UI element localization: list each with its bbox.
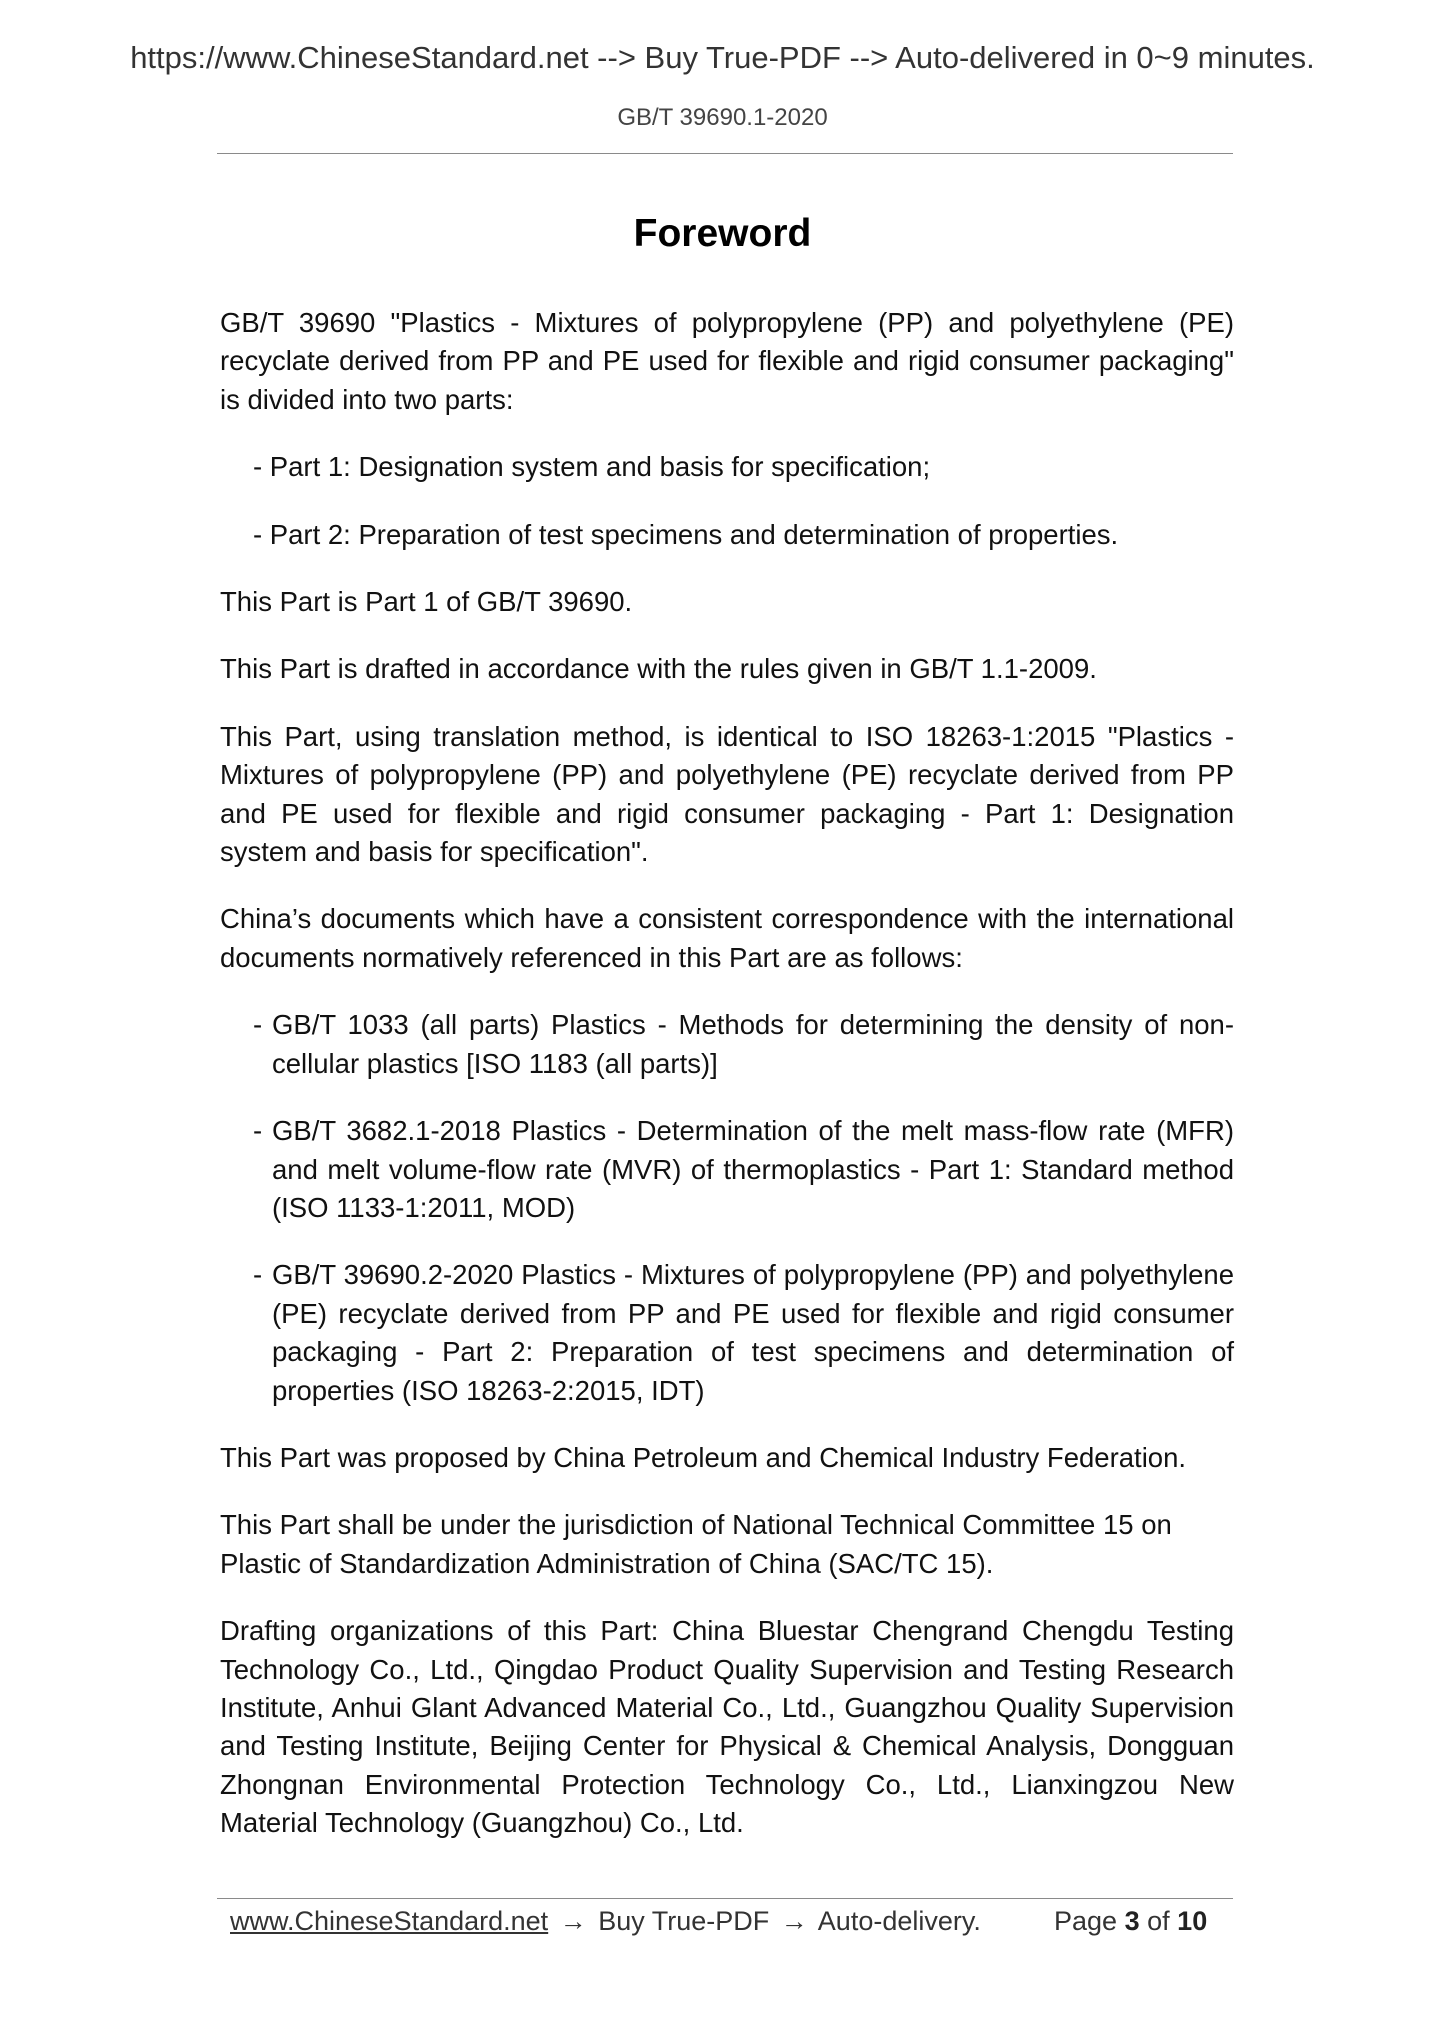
of-label: of — [1147, 1906, 1170, 1936]
reference-item-gbt-1033 — [220, 1006, 1234, 1083]
header-divider — [217, 153, 1233, 154]
footer-delivery-text: Auto-delivery. — [817, 1906, 981, 1936]
document-code: GB/T 39690.1-2020 — [617, 104, 828, 131]
arrow-right-icon: → — [559, 1906, 587, 1936]
page-indicator — [1054, 1906, 1207, 1937]
correspondence-paragraph: China’s documents which have a consistent correspondence with the international documents normatively referenced in this Part are as follows: — [220, 903, 1234, 973]
intro-paragraph: GB/T 39690 "Plastics - Mixtures of polypropylene (PP) and polyethylene (PE) recyclate derived from PP and PE used for flexible and rigid consumer packaging" is divided into two parts: — [220, 307, 1234, 415]
page-title: Foreword — [633, 212, 812, 255]
translation-paragraph: This Part, using translation method, is identical to ISO 18263-1:2015 "Plastics - Mixtures of polypropylene (PP) and polyethylene (PE) recyclate derived from PP and PE used for flexible and rigid consumer packaging - Part 1: Designation system and basis for specification". — [220, 720, 1234, 868]
footer-buy-text: Buy True-PDF — [598, 1906, 770, 1936]
list-item-part-1: - Part 1: Designation system and basis for specification; — [253, 451, 931, 483]
proposer-paragraph: This Part was proposed by China Petroleum and Chemical Industry Federation. — [220, 1441, 1187, 1473]
footer-divider — [217, 1898, 1233, 1899]
reference-text: GB/T 1033 (all parts) Plastics - Methods for determining the density of non-cellular plastics [ISO 1183 (all parts)] — [272, 1009, 1234, 1079]
document-body — [220, 304, 1234, 1872]
list-item-part-2: - Part 2: Preparation of test specimens and determination of properties. — [253, 518, 1119, 550]
list-dash: - — [253, 1009, 263, 1041]
list-dash: - — [253, 1115, 263, 1147]
footer-site-link[interactable]: www.ChineseStandard.net — [230, 1906, 549, 1936]
page-total: 10 — [1177, 1906, 1208, 1936]
page-number: 3 — [1124, 1906, 1140, 1936]
drafting-rules-paragraph: This Part is drafted in accordance with the rules given in GB/T 1.1-2009. — [220, 653, 1097, 685]
reference-text: GB/T 39690.2-2020 Plastics - Mixtures of polypropylene (PP) and polyethylene (PE) recyclate derived from PP and PE used for flexible and rigid consumer packaging - Part 2: Preparation of test specimens and determination of properties (ISO 18263-2:2015, IDT) — [272, 1259, 1234, 1406]
arrow-right-icon: → — [780, 1906, 808, 1936]
reference-item-gbt-39690-2 — [220, 1256, 1234, 1410]
reference-text: GB/T 3682.1-2018 Plastics - Determination of the melt mass-flow rate (MFR) and melt volume-flow rate (MVR) of thermoplastics - Part 1: Standard method (ISO 1133-1:2011, MOD) — [272, 1115, 1234, 1223]
list-dash: - — [253, 1259, 263, 1291]
part-statement: This Part is Part 1 of GB/T 39690. — [220, 586, 633, 618]
jurisdiction-paragraph: This Part shall be under the jurisdiction of National Technical Committee 15 on Plastic of Standardization Administration of China (SAC/TC 15). — [220, 1509, 1172, 1579]
footer-links — [230, 1906, 981, 1937]
reference-item-gbt-3682 — [220, 1112, 1234, 1227]
page-label: Page — [1054, 1906, 1118, 1936]
top-banner-url[interactable]: https://www.ChineseStandard.net --> Buy True-PDF --> Auto-delivered in 0~9 minutes. — [130, 40, 1315, 75]
drafting-organizations-paragraph: Drafting organizations of this Part: China Bluestar Chengrand Chengdu Testing Technology Co., Ltd., Qingdao Product Quality Supervision and Testing Research Institute, Anhui Glant Advanced Material Co., Ltd., Guangzhou Quality Supervision and Testing Institute, Beijing Center for Physical & Chemical Analysis, Dongguan Zhongnan Environmental Protection Technology Co., Ltd., Lianxingzou New Material Technology (Guangzhou) Co., Ltd. — [220, 1615, 1234, 1839]
